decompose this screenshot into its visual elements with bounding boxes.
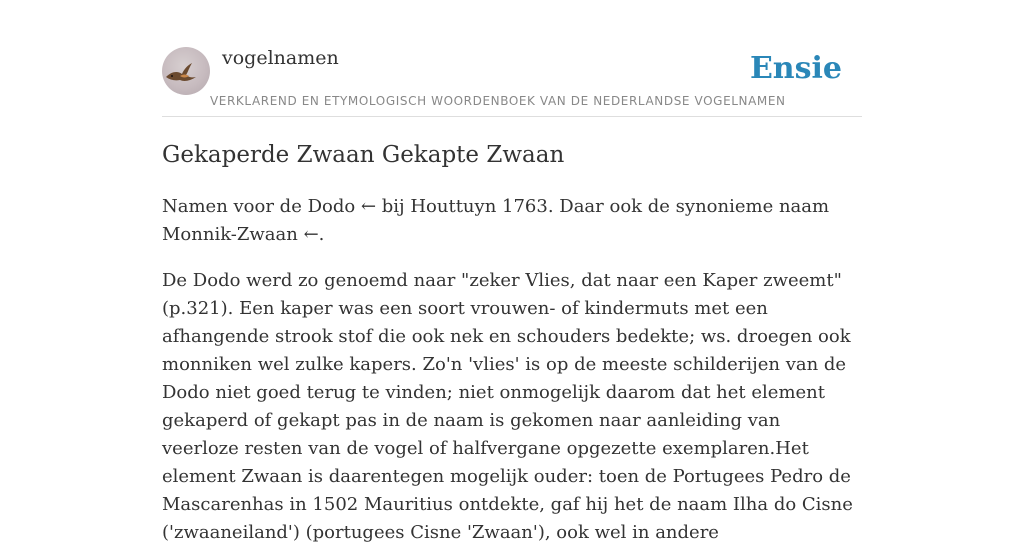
paragraph-text: Namen voor de Dodo	[162, 196, 361, 217]
site-name[interactable]: vogelnamen	[222, 47, 339, 69]
cross-reference-arrow-dodo[interactable]: ←	[360, 196, 377, 217]
entry-paragraph: De Dodo werd zo genoemd naar "zeker Vlies, dat naar een Kaper zweemt" (p.321). Een kaper was een soort vrouwen- of kindermuts met een afhangende strook stof die ook nek en schouders bedekte; ws. droegen ook monniken wel zulke kapers. Zo'n 'vlies' is op de meeste schilderijen van de Dodo niet goed terug te vinden; niet onmogelijk daarom dat het element gekaperd of gekapt pas in de naam is gekomen naar aanleiding van veerloze resten van de vogel of halfvergane opgezette exemplaren.Het element Zwaan is daarentegen mogelijk ouder: toen de Portugees Pedro de Mascarenhas in 1502 Mauritius ontdekte, gaf hij het de naam Ilha do Cisne ('zwaaneiland') (portugees Cisne 'Zwaan'), ook wel in andere	[162, 270, 853, 543]
cross-reference-arrow-monnik-zwaan[interactable]: ←	[303, 224, 319, 245]
bird-photo-icon	[162, 47, 210, 95]
paragraph-text: .	[318, 224, 325, 245]
ensie-logo-link[interactable]: Ensie	[749, 51, 842, 86]
entry-paragraph	[162, 193, 862, 249]
avatar[interactable]	[162, 47, 210, 95]
entry-content	[162, 140, 862, 547]
site-subtitle: VERKLAREND EN ETYMOLOGISCH WOORDENBOEK VAN DE NEDERLANDSE VOGELNAMEN	[210, 94, 786, 108]
page-title: Gekaperde Zwaan Gekapte Zwaan	[162, 142, 565, 168]
site-header	[162, 40, 862, 117]
paragraph-text: bij Houttuyn 1763. Daar ook de synonieme naam Monnik-Zwaan	[162, 196, 830, 245]
